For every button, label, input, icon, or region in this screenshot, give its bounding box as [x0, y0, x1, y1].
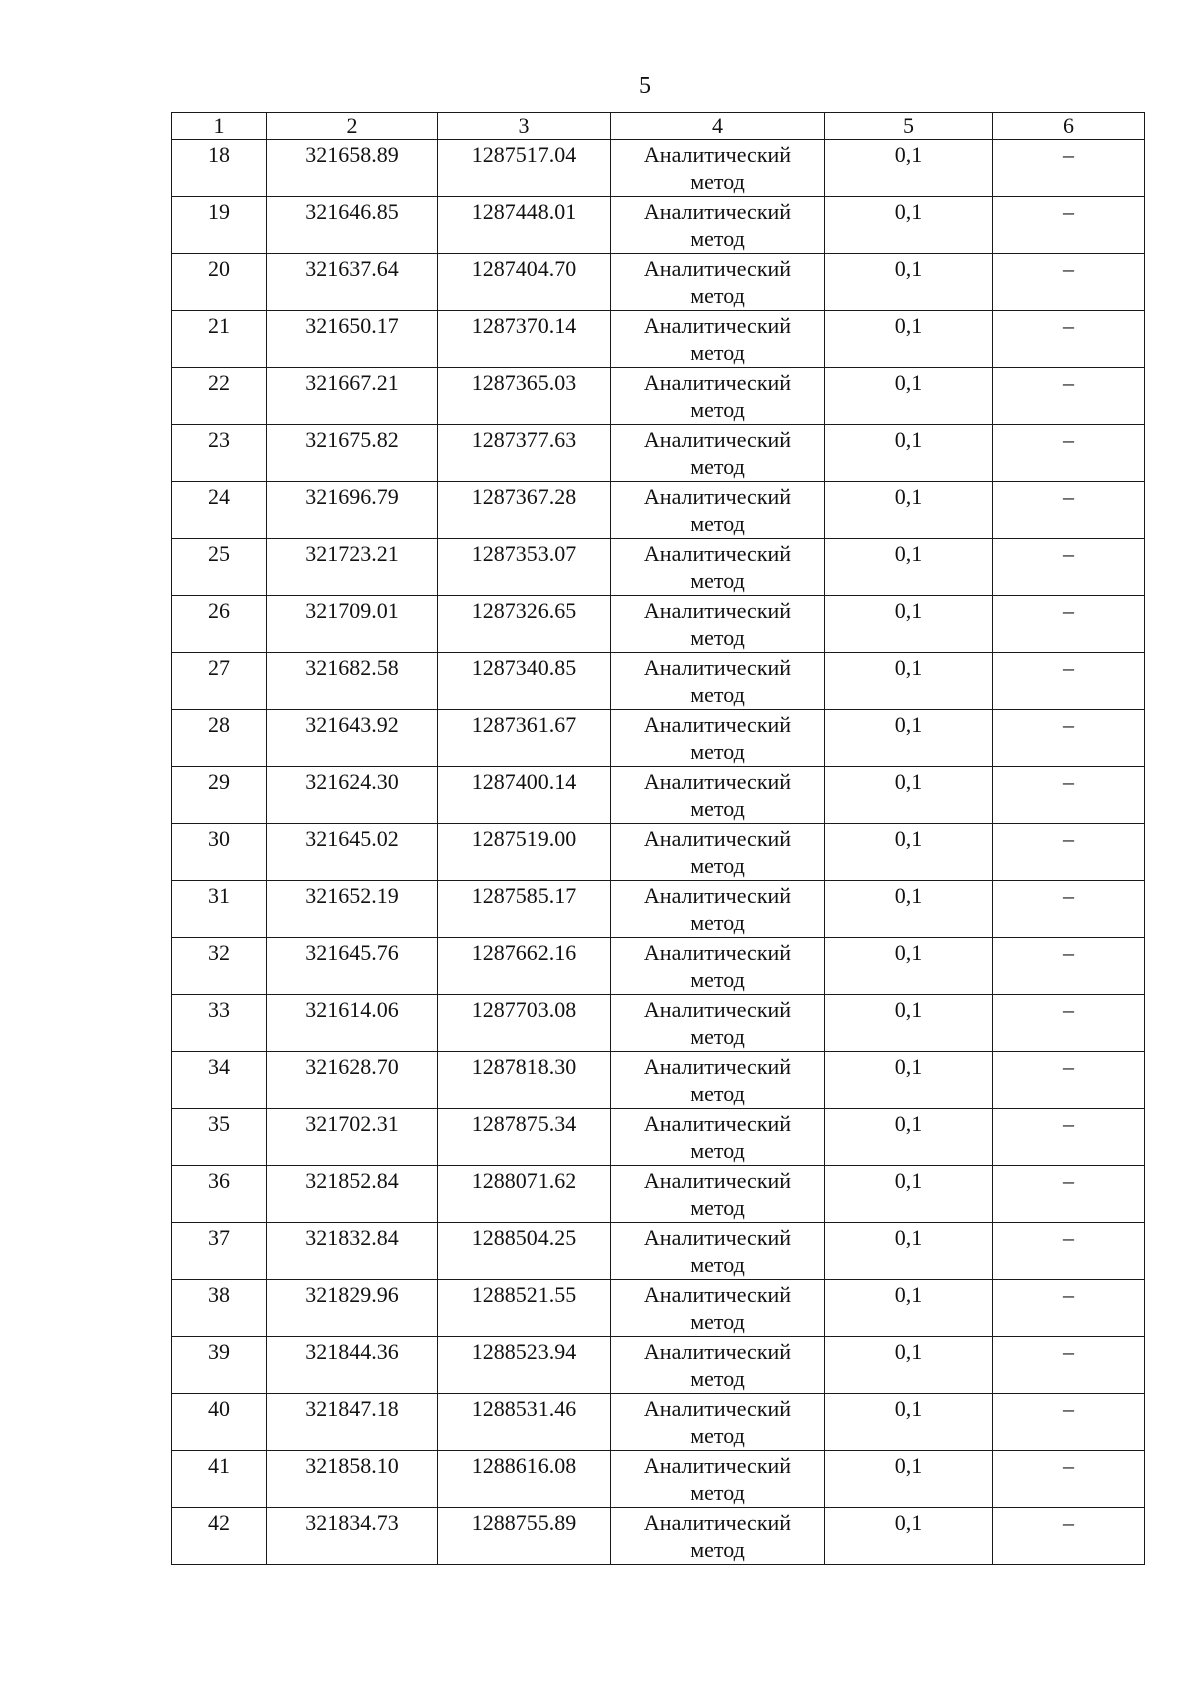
coordinate-y-cell: 1288755.89: [438, 1508, 611, 1565]
point-number-cell: 41: [172, 1451, 267, 1508]
coordinate-y-cell: 1288616.08: [438, 1451, 611, 1508]
method-cell: [611, 1052, 825, 1109]
note-cell: –: [993, 881, 1145, 938]
coordinate-y-cell: 1287404.70: [438, 254, 611, 311]
method-line-2: метод: [690, 226, 745, 251]
note-cell: –: [993, 653, 1145, 710]
header-cell-1: 1: [172, 113, 267, 140]
method-line-2: метод: [690, 1309, 745, 1334]
table-row: [172, 710, 1145, 767]
accuracy-cell: 0,1: [825, 1508, 993, 1565]
point-number-cell: 32: [172, 938, 267, 995]
method-line-1: Аналитический: [643, 484, 792, 509]
table-row: [172, 311, 1145, 368]
point-number-cell: 33: [172, 995, 267, 1052]
accuracy-cell: 0,1: [825, 1052, 993, 1109]
table-row: [172, 539, 1145, 596]
point-number-cell: 37: [172, 1223, 267, 1280]
page-number: 5: [639, 73, 651, 99]
method-line-2: метод: [690, 1537, 745, 1562]
coordinate-y-cell: 1287818.30: [438, 1052, 611, 1109]
method-line-1: Аналитический: [643, 1054, 792, 1079]
note-cell: –: [993, 1109, 1145, 1166]
method-line-1: Аналитический: [643, 655, 792, 680]
point-number-cell: 18: [172, 140, 267, 197]
note-cell: –: [993, 995, 1145, 1052]
accuracy-cell: 0,1: [825, 1451, 993, 1508]
method-line-1: Аналитический: [643, 1168, 792, 1193]
note-cell: –: [993, 1451, 1145, 1508]
point-number-cell: 29: [172, 767, 267, 824]
note-cell: –: [993, 311, 1145, 368]
table-row: [172, 824, 1145, 881]
method-cell: [611, 710, 825, 767]
coordinate-x-cell: 321844.36: [267, 1337, 438, 1394]
table-row: [172, 1223, 1145, 1280]
coordinate-y-cell: 1287326.65: [438, 596, 611, 653]
method-cell: [611, 1223, 825, 1280]
method-cell: [611, 1508, 825, 1565]
method-line-2: метод: [690, 568, 745, 593]
method-line-1: Аналитический: [643, 883, 792, 908]
method-line-1: Аналитический: [643, 997, 792, 1022]
point-number-cell: 30: [172, 824, 267, 881]
note-cell: –: [993, 767, 1145, 824]
method-line-1: Аналитический: [643, 712, 792, 737]
point-number-cell: 27: [172, 653, 267, 710]
method-line-2: метод: [690, 340, 745, 365]
method-line-2: метод: [690, 1195, 745, 1220]
table-row: [172, 1166, 1145, 1223]
note-cell: –: [993, 197, 1145, 254]
coordinate-x-cell: 321723.21: [267, 539, 438, 596]
method-line-2: метод: [690, 283, 745, 308]
method-line-1: Аналитический: [643, 1225, 792, 1250]
point-number-cell: 23: [172, 425, 267, 482]
note-cell: –: [993, 425, 1145, 482]
accuracy-cell: 0,1: [825, 1337, 993, 1394]
accuracy-cell: 0,1: [825, 1280, 993, 1337]
point-number-cell: 20: [172, 254, 267, 311]
accuracy-cell: 0,1: [825, 482, 993, 539]
coordinate-x-cell: 321709.01: [267, 596, 438, 653]
note-cell: –: [993, 1052, 1145, 1109]
note-cell: –: [993, 1280, 1145, 1337]
coordinate-x-cell: 321834.73: [267, 1508, 438, 1565]
table-row: [172, 1508, 1145, 1565]
method-line-1: Аналитический: [643, 1396, 792, 1421]
coordinate-y-cell: 1287340.85: [438, 653, 611, 710]
coordinate-y-cell: 1288504.25: [438, 1223, 611, 1280]
method-line-2: метод: [690, 853, 745, 878]
coordinate-y-cell: 1288523.94: [438, 1337, 611, 1394]
coordinate-x-cell: 321628.70: [267, 1052, 438, 1109]
table-row: [172, 881, 1145, 938]
coordinate-x-cell: 321829.96: [267, 1280, 438, 1337]
method-line-1: Аналитический: [643, 142, 792, 167]
method-line-2: метод: [690, 1366, 745, 1391]
method-line-2: метод: [690, 397, 745, 422]
point-number-cell: 21: [172, 311, 267, 368]
coordinate-y-cell: 1287377.63: [438, 425, 611, 482]
coordinate-x-cell: 321650.17: [267, 311, 438, 368]
accuracy-cell: 0,1: [825, 1109, 993, 1166]
note-cell: –: [993, 1394, 1145, 1451]
note-cell: –: [993, 596, 1145, 653]
method-line-1: Аналитический: [643, 1339, 792, 1364]
coordinate-y-cell: 1287585.17: [438, 881, 611, 938]
method-line-2: метод: [690, 1252, 745, 1277]
coordinate-x-cell: 321667.21: [267, 368, 438, 425]
header-cell-2: 2: [267, 113, 438, 140]
note-cell: –: [993, 140, 1145, 197]
method-line-1: Аналитический: [643, 541, 792, 566]
table-row: [172, 368, 1145, 425]
coordinate-y-cell: 1288531.46: [438, 1394, 611, 1451]
coordinate-x-cell: 321643.92: [267, 710, 438, 767]
table-row: [172, 938, 1145, 995]
coordinate-y-cell: 1288071.62: [438, 1166, 611, 1223]
coordinate-y-cell: 1287703.08: [438, 995, 611, 1052]
method-cell: [611, 1337, 825, 1394]
method-cell: [611, 596, 825, 653]
accuracy-cell: 0,1: [825, 938, 993, 995]
table-row: [172, 596, 1145, 653]
method-cell: [611, 140, 825, 197]
accuracy-cell: 0,1: [825, 425, 993, 482]
method-line-2: метод: [690, 796, 745, 821]
point-number-cell: 36: [172, 1166, 267, 1223]
accuracy-cell: 0,1: [825, 1223, 993, 1280]
method-line-1: Аналитический: [643, 256, 792, 281]
note-cell: –: [993, 254, 1145, 311]
table-row: [172, 1394, 1145, 1451]
note-cell: –: [993, 938, 1145, 995]
point-number-cell: 40: [172, 1394, 267, 1451]
table-row: [172, 1109, 1145, 1166]
accuracy-cell: 0,1: [825, 368, 993, 425]
table-row: [172, 482, 1145, 539]
method-line-2: метод: [690, 1081, 745, 1106]
point-number-cell: 38: [172, 1280, 267, 1337]
accuracy-cell: 0,1: [825, 881, 993, 938]
method-line-2: метод: [690, 1423, 745, 1448]
method-line-2: метод: [690, 739, 745, 764]
method-line-2: метод: [690, 625, 745, 650]
table-row: [172, 1052, 1145, 1109]
method-line-1: Аналитический: [643, 370, 792, 395]
note-cell: –: [993, 824, 1145, 881]
note-cell: –: [993, 539, 1145, 596]
method-line-2: метод: [690, 511, 745, 536]
method-cell: [611, 539, 825, 596]
accuracy-cell: 0,1: [825, 1394, 993, 1451]
table-body: [172, 113, 1145, 1565]
coordinate-x-cell: 321682.58: [267, 653, 438, 710]
method-cell: [611, 1451, 825, 1508]
accuracy-cell: 0,1: [825, 653, 993, 710]
method-line-2: метод: [690, 967, 745, 992]
coordinate-x-cell: 321614.06: [267, 995, 438, 1052]
coordinate-y-cell: 1287519.00: [438, 824, 611, 881]
coordinate-x-cell: 321624.30: [267, 767, 438, 824]
header-cell-3: 3: [438, 113, 611, 140]
coordinate-x-cell: 321645.02: [267, 824, 438, 881]
coordinate-x-cell: 321847.18: [267, 1394, 438, 1451]
table-row: [172, 653, 1145, 710]
accuracy-cell: 0,1: [825, 710, 993, 767]
coordinate-x-cell: 321852.84: [267, 1166, 438, 1223]
coordinate-y-cell: 1287875.34: [438, 1109, 611, 1166]
coordinate-y-cell: 1287662.16: [438, 938, 611, 995]
coordinate-y-cell: 1287400.14: [438, 767, 611, 824]
accuracy-cell: 0,1: [825, 596, 993, 653]
table-header-row: [172, 113, 1145, 140]
coordinate-y-cell: 1287367.28: [438, 482, 611, 539]
table-row: [172, 1280, 1145, 1337]
point-number-cell: 24: [172, 482, 267, 539]
method-line-1: Аналитический: [643, 769, 792, 794]
coordinate-x-cell: 321658.89: [267, 140, 438, 197]
method-line-1: Аналитический: [643, 940, 792, 965]
note-cell: –: [993, 1223, 1145, 1280]
coordinate-y-cell: 1287517.04: [438, 140, 611, 197]
accuracy-cell: 0,1: [825, 140, 993, 197]
accuracy-cell: 0,1: [825, 767, 993, 824]
coordinate-x-cell: 321646.85: [267, 197, 438, 254]
table-row: [172, 1451, 1145, 1508]
accuracy-cell: 0,1: [825, 1166, 993, 1223]
method-cell: [611, 881, 825, 938]
table-row: [172, 140, 1145, 197]
table-row: [172, 1337, 1145, 1394]
coordinates-table: [171, 112, 1145, 1565]
method-cell: [611, 425, 825, 482]
header-cell-4: 4: [611, 113, 825, 140]
accuracy-cell: 0,1: [825, 539, 993, 596]
coordinate-x-cell: 321858.10: [267, 1451, 438, 1508]
method-cell: [611, 995, 825, 1052]
method-cell: [611, 938, 825, 995]
method-line-1: Аналитический: [643, 826, 792, 851]
point-number-cell: 22: [172, 368, 267, 425]
coordinate-x-cell: 321675.82: [267, 425, 438, 482]
method-line-1: Аналитический: [643, 598, 792, 623]
point-number-cell: 42: [172, 1508, 267, 1565]
note-cell: –: [993, 1508, 1145, 1565]
coordinate-x-cell: 321702.31: [267, 1109, 438, 1166]
method-cell: [611, 482, 825, 539]
method-line-2: метод: [690, 1138, 745, 1163]
note-cell: –: [993, 482, 1145, 539]
note-cell: –: [993, 1166, 1145, 1223]
coordinate-x-cell: 321652.19: [267, 881, 438, 938]
method-cell: [611, 368, 825, 425]
method-line-1: Аналитический: [643, 1282, 792, 1307]
method-cell: [611, 254, 825, 311]
method-line-2: метод: [690, 454, 745, 479]
method-cell: [611, 197, 825, 254]
method-cell: [611, 1109, 825, 1166]
coordinate-y-cell: 1287353.07: [438, 539, 611, 596]
method-cell: [611, 311, 825, 368]
point-number-cell: 34: [172, 1052, 267, 1109]
point-number-cell: 28: [172, 710, 267, 767]
method-cell: [611, 824, 825, 881]
header-cell-6: 6: [993, 113, 1145, 140]
method-line-1: Аналитический: [643, 199, 792, 224]
point-number-cell: 35: [172, 1109, 267, 1166]
method-line-2: метод: [690, 910, 745, 935]
accuracy-cell: 0,1: [825, 254, 993, 311]
method-line-1: Аналитический: [643, 1453, 792, 1478]
coordinate-y-cell: 1288521.55: [438, 1280, 611, 1337]
coordinate-x-cell: 321645.76: [267, 938, 438, 995]
method-cell: [611, 653, 825, 710]
note-cell: –: [993, 368, 1145, 425]
method-line-1: Аналитический: [643, 1111, 792, 1136]
table-row: [172, 425, 1145, 482]
table-row: [172, 197, 1145, 254]
method-line-2: метод: [690, 682, 745, 707]
table-row: [172, 767, 1145, 824]
table-row: [172, 995, 1145, 1052]
accuracy-cell: 0,1: [825, 824, 993, 881]
method-line-2: метод: [690, 1480, 745, 1505]
method-cell: [611, 767, 825, 824]
method-line-1: Аналитический: [643, 427, 792, 452]
accuracy-cell: 0,1: [825, 995, 993, 1052]
coordinate-x-cell: 321696.79: [267, 482, 438, 539]
coordinate-x-cell: 321832.84: [267, 1223, 438, 1280]
method-cell: [611, 1280, 825, 1337]
coordinate-y-cell: 1287370.14: [438, 311, 611, 368]
note-cell: –: [993, 710, 1145, 767]
coordinate-x-cell: 321637.64: [267, 254, 438, 311]
point-number-cell: 19: [172, 197, 267, 254]
method-line-1: Аналитический: [643, 313, 792, 338]
method-line-2: метод: [690, 169, 745, 194]
method-cell: [611, 1166, 825, 1223]
coordinate-y-cell: 1287448.01: [438, 197, 611, 254]
point-number-cell: 39: [172, 1337, 267, 1394]
accuracy-cell: 0,1: [825, 311, 993, 368]
table-row: [172, 254, 1145, 311]
header-cell-5: 5: [825, 113, 993, 140]
note-cell: –: [993, 1337, 1145, 1394]
method-line-1: Аналитический: [643, 1510, 792, 1535]
method-line-2: метод: [690, 1024, 745, 1049]
coordinate-y-cell: 1287361.67: [438, 710, 611, 767]
point-number-cell: 25: [172, 539, 267, 596]
accuracy-cell: 0,1: [825, 197, 993, 254]
point-number-cell: 31: [172, 881, 267, 938]
method-cell: [611, 1394, 825, 1451]
point-number-cell: 26: [172, 596, 267, 653]
coordinate-y-cell: 1287365.03: [438, 368, 611, 425]
